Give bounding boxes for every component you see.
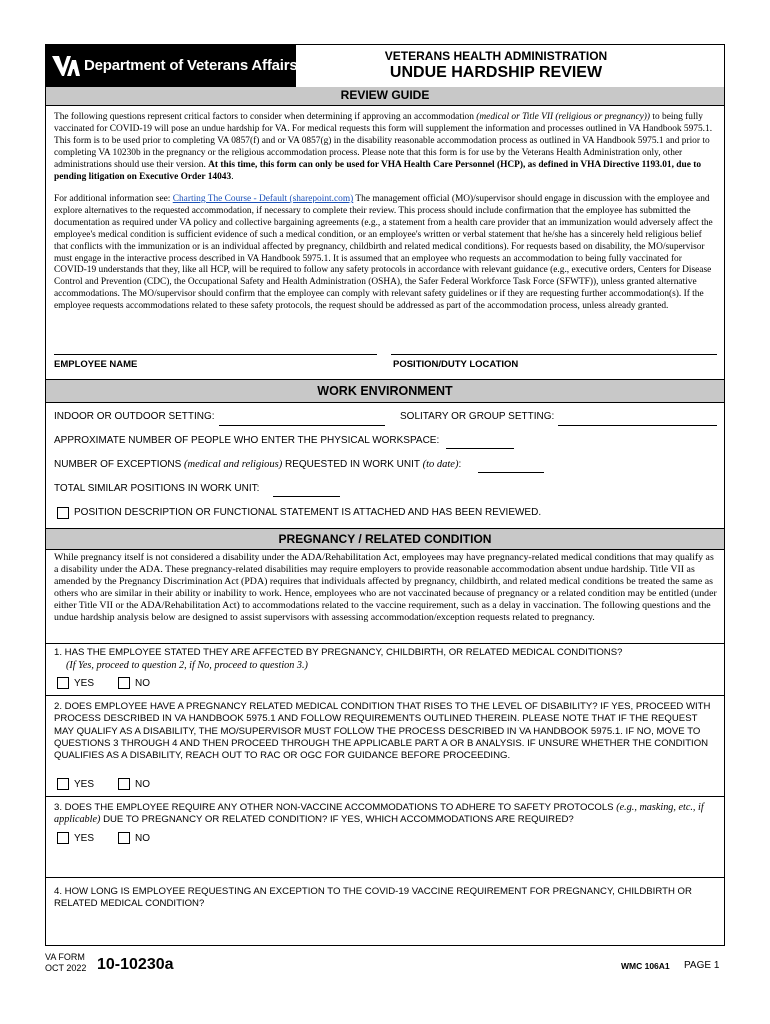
sharepoint-link[interactable]: Charting The Course - Default (sharepoint.com)	[172, 194, 354, 204]
divider	[46, 796, 724, 797]
indoor-outdoor-field[interactable]	[219, 425, 385, 426]
form-number: 10-10230a	[97, 956, 174, 973]
q3-yes-label: YES	[74, 833, 95, 844]
exceptions-label: NUMBER OF EXCEPTIONS (medical and religious) REQUESTED IN WORK UNIT (to date):	[54, 459, 462, 470]
agency-name: VETERANS HEALTH ADMINISTRATION	[384, 49, 608, 63]
work-environment-heading: WORK ENVIRONMENT	[46, 379, 724, 403]
logo-text: Department of Veterans Affairs	[84, 57, 298, 74]
q2-no-checkbox[interactable]	[118, 778, 130, 790]
form-date: OCT 2022	[45, 963, 87, 973]
q2-no-label: NO	[135, 779, 150, 790]
q1-yes-label: YES	[74, 678, 95, 689]
q3-no-label: NO	[135, 833, 150, 844]
similar-positions-field[interactable]	[273, 496, 340, 497]
employee-name-field[interactable]	[54, 354, 377, 355]
page-number: PAGE 1	[684, 960, 720, 971]
va-seal-icon	[50, 52, 80, 80]
form-title: UNDUE HARDSHIP REVIEW	[389, 64, 603, 81]
solitary-group-field[interactable]	[558, 425, 717, 426]
pregnancy-heading: PREGNANCY / RELATED CONDITION	[46, 528, 724, 550]
people-count-label: APPROXIMATE NUMBER OF PEOPLE WHO ENTER THE PHYSICAL WORKSPACE:	[54, 435, 440, 446]
divider	[46, 877, 724, 878]
divider	[46, 643, 724, 644]
review-guide-paragraph-1: The following questions represent critical factors to consider when determining if approving an accommodation (medical or Title VII (religious or pregnancy)) to being fully vaccinated for COVID-19 will pose an undue hardship for VA. For medical requests this form will supplement the information and processes outlined in VA Handbook 5975.1. This form is to be used prior to completing VA 0857(f) and or VA 0857(g) in the disability reasonable accommodation process as outlined in VA Handbook 5975.1 and prior to completing VA 10230b in the pregnancy or the religious accommodation process. Please note that this form is for use by the Veterans Health Administration only, other administrations should use their version. At this time, this form can only be used for VHA Health Care Personnel (HCP), as defined in VHA Directive 1193.01, due to pending litigation on Executive Order 14043.	[54, 112, 713, 182]
q2-yes-label: YES	[74, 779, 95, 790]
question-1: 1. HAS THE EMPLOYEE STATED THEY ARE AFFECTED BY PREGNANCY, CHILDBIRTH, OR RELATED MEDICAL CONDITIONS?	[54, 647, 623, 658]
position-duty-location-field[interactable]	[391, 354, 717, 355]
q3-yes-checkbox[interactable]	[57, 832, 69, 844]
review-guide-paragraph-2: For additional information see: Charting The Course - Default (sharepoint.com) The management official (MO)/supervisor should engage in discussion with the employee and explore alternatives to the requested accommodation, if necessary to complete their review. This process should include confirmation that the employee has submitted the documentation as required under VA policy and collective bargaining agreements (e.g., a statement from a health care provider that an immunization would adversely affect the employee's medical condition is sufficient evidence of such a medical condition, or an employee's written or verbal statement that he/she has a sincerely held religious belief that conflicts with the immunization or is an individual affected by pregnancy, childbirth and related medical conditions). For requests based on disability, the MO/supervisor must engage in the interactive process described in VA Handbook 5975.1. It is assumed that an employee who requests an accommodation to being fully vaccinated for COVID-19 understands that they, like all HCP, will be required to follow any safety protocols in accordance with relevant guidance (e.g., executive orders, Centers for Disease Control and Prevention (CDC), the Occupational Safety and Health Administration (OSHA), the Safer Federal Workforce Task Force (SFWTF)), unless granted alternative accommodations. The MO/supervisor should confirm that the employee can comply with relevant safety guidelines or if they are requesting further accommodation(s). If the employee requests accommodations related to these safety protocols, the request should be addressed as part of the accommodation process, unless already granted.	[54, 194, 713, 312]
question-4: 4. HOW LONG IS EMPLOYEE REQUESTING AN EXCEPTION TO THE COVID-19 VACCINE REQUIREMENT FOR PREGNANCY, CHILDBIRTH OR RELATED MEDICAL CONDITION?	[54, 886, 692, 910]
q1-no-checkbox[interactable]	[118, 677, 130, 689]
exceptions-field[interactable]	[478, 472, 544, 473]
pregnancy-intro: While pregnancy itself is not considered a disability under the ADA/Rehabilitation Act, employees may have pregnancy-related medical conditions that may qualify as a disability under the ADA. These pregnancy-related disabilities may require employers to provide reasonable accommodation absent undue hardship. Title VII as amended by the Pregnancy Discrimination Act (PDA) requires that individuals affected by pregnancy, childbirth, and related medical conditions be treated the same as others who are similar in their ability or inability to work. Hence, employees who are not vaccinated because of pregnancy or a related condition may be entitled (under either Title VII or the ADA/Rehabilitation Act) to accommodations related to the vaccine requirement, such as a delay in vaccination. The following questions and the undue hardship analysis below are designed to assist supervisors with assessing accommodation/exception requests related to pregnancy.	[54, 552, 717, 624]
form-header	[46, 45, 724, 88]
form-footer	[45, 950, 725, 980]
q3-no-checkbox[interactable]	[118, 832, 130, 844]
employee-name-label: EMPLOYEE NAME	[54, 359, 138, 370]
people-count-field[interactable]	[446, 448, 514, 449]
question-2: 2. DOES EMPLOYEE HAVE A PREGNANCY RELATED MEDICAL CONDITION THAT RISES TO THE LEVEL OF DISABILITY? IF YES, PROCEED WITH PROCESS DESCRIBED IN VA HANDBOOK 5975.1 AND FOLLOW REQUIREMENTS OUTLINED THEREIN. PLEASE NOTE THAT IF THE REQUEST MAY QUALIFY AS A DISABILITY, THE MO/SUPERVISOR MUST FOLLOW THE PROCESS DESCRIBED IN VA HANDBOOK 5975.1. IF NO, MOVE TO QUESTIONS 3 THROUGH 4 AND THEN PROCEED THROUGH THE APPLICABLE PART A OR B ANALYSIS. IF UNSURE WHETHER THE CONDITION QUALIFIES AS A DISABILITY, REACH OUT TO RAC OR OGC FOR GUIDANCE BEFORE PROCEEDING.	[54, 701, 711, 762]
position-duty-location-label: POSITION/DUTY LOCATION	[393, 359, 519, 370]
divider	[46, 695, 724, 696]
va-logo	[46, 45, 296, 87]
question-1-note: (If Yes, proceed to question 2, if No, proceed to question 3.)	[66, 660, 308, 671]
q1-no-label: NO	[135, 678, 150, 689]
wmc-code: WMC 106A1	[621, 961, 670, 971]
position-description-checkbox[interactable]	[57, 507, 69, 519]
question-3: 3. DOES THE EMPLOYEE REQUIRE ANY OTHER NON-VACCINE ACCOMMODATIONS TO ADHERE TO SAFETY PROTOCOLS (e.g., masking, etc., if applicable) DUE TO PREGNANCY OR RELATED CONDITION? IF YES, WHICH ACCOMMODATIONS ARE REQUIRED?	[54, 802, 704, 826]
review-guide-heading: REVIEW GUIDE	[46, 87, 724, 106]
indoor-outdoor-label: INDOOR OR OUTDOOR SETTING:	[54, 411, 215, 422]
solitary-group-label: SOLITARY OR GROUP SETTING:	[400, 411, 555, 422]
q2-yes-checkbox[interactable]	[57, 778, 69, 790]
similar-positions-label: TOTAL SIMILAR POSITIONS IN WORK UNIT:	[54, 483, 260, 494]
position-description-label: POSITION DESCRIPTION OR FUNCTIONAL STATEMENT IS ATTACHED AND HAS BEEN REVIEWED.	[74, 507, 542, 518]
q1-yes-checkbox[interactable]	[57, 677, 69, 689]
form-page	[45, 44, 725, 946]
va-form-label: VA FORM	[45, 952, 85, 962]
